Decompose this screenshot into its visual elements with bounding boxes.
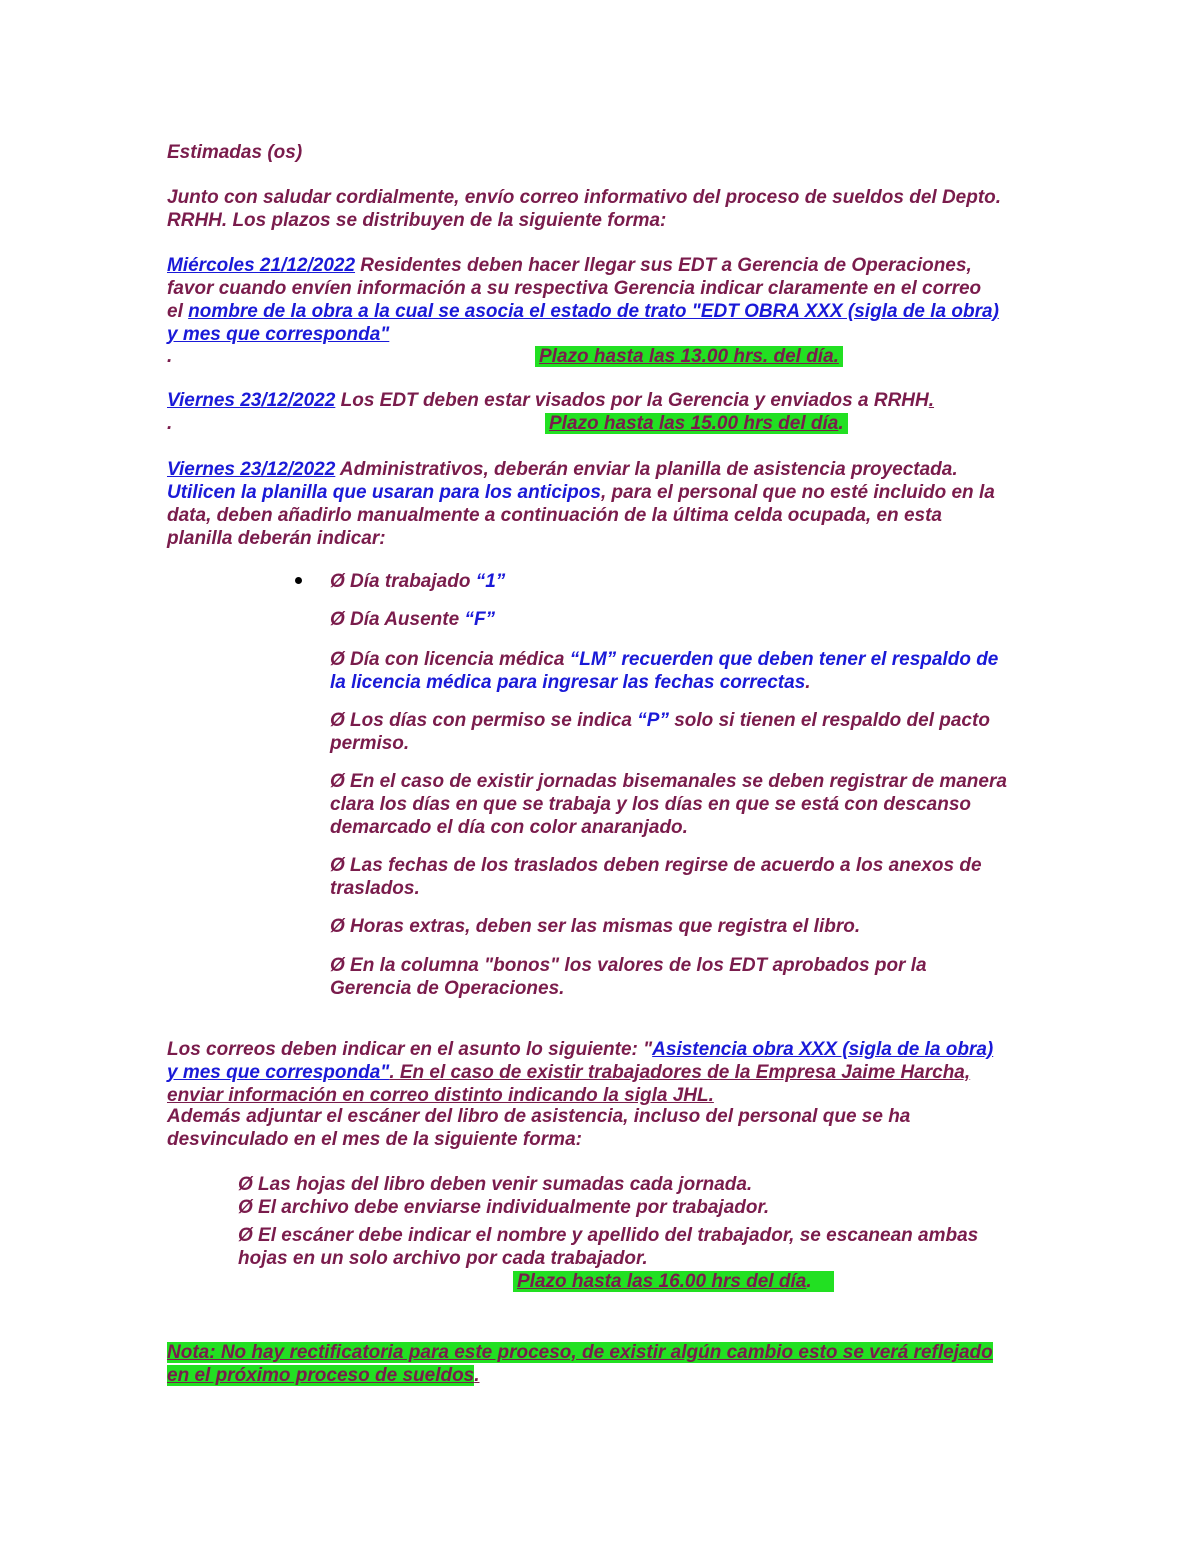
section3-line-3: data, deben añadirlo manualmente a continuación de la última celda ocupada, en esta [167,505,942,526]
section4-line-1 [167,1038,993,1061]
note-line-1 [167,1341,993,1364]
bullet-4-text-b: solo si tienen el respaldo del pacto [668,710,990,731]
bullet-item-6-cont: traslados. [330,878,420,899]
bullet-item-2 [330,608,495,631]
section1-deadline [535,345,843,368]
section2-deadline [545,412,848,435]
note-highlight-2: en el próximo proceso de sueldos [167,1365,475,1386]
bullet-item-7: Ø Horas extras, deben ser las mismas que registra el libro. [330,916,861,937]
section3-line-2 [167,481,995,504]
deadline-16-period: . [806,1271,812,1292]
note-highlight-1: Nota: No hay rectificatoria para este proceso, de existir algún cambio esto se verá reflejado [167,1342,993,1363]
section2-period: . [928,390,935,411]
section2-date-link[interactable]: Viernes 23/12/2022 [167,390,336,411]
deadline-highlight-15 [545,413,848,434]
bullet-item-1 [330,570,505,593]
section4-line-4: Además adjuntar el escáner del libro de asistencia, incluso del personal que se ha [167,1106,911,1127]
obra-name-link[interactable]: nombre de la obra a la cual se asocia el estado de trato "EDT OBRA XXX (sigla de la obra) [188,301,999,322]
bullet-item-5: Ø En el caso de existir jornadas bisemanales se deben registrar de manera [330,771,1007,792]
bullet-item-5-cont-2: demarcado el día con color anaranjado. [330,817,688,838]
scan-item-2: Ø El archivo debe enviarse individualmente por trabajador. [238,1197,770,1218]
month-link[interactable]: y mes que corresponda" [167,324,390,345]
section4-line-2 [167,1061,970,1084]
section2-dot: . [167,413,173,434]
scan-item-3-cont: hojas en un solo archivo por cada trabajador. [238,1248,648,1269]
bullet-item-4 [330,709,990,732]
scan-item-1: Ø Las hojas del libro deben venir sumadas cada jornada. [238,1174,753,1195]
bullet-3-period: . [805,672,811,693]
bullet-3-text: Ø Día con licencia médica [330,649,570,670]
bullet-item-8: Ø En la columna "bonos" los valores de los EDT aprobados por la [330,955,927,976]
section2-line-1 [167,389,934,412]
asistencia-month-link[interactable]: y mes que corresponda" [167,1062,390,1083]
deadline-highlight-13: Plazo hasta las 13.00 hrs. del día. [535,346,843,367]
deadline-highlight-16 [513,1271,834,1292]
bullet-1-text: Ø Día trabajado [330,571,476,592]
deadline-16-text: Plazo hasta las 16.00 hrs del día [517,1271,807,1292]
section1-text-3a: el [167,301,189,322]
bullet-item-6: Ø Las fechas de los traslados deben regirse de acuerdo a los anexos de [330,855,982,876]
asistencia-obra-link[interactable]: Asistencia obra XXX (sigla de la obra) [652,1039,994,1060]
section1-date-link[interactable]: Miércoles 21/12/2022 [167,255,356,276]
section1-line-2: favor cuando envíen información a su respectiva Gerencia indicar claramente en el correo [167,278,982,299]
planilla-anticipos-text: Utilicen la planilla que usaran para los anticipos [167,482,601,503]
section3-date-link[interactable]: Viernes 23/12/2022 [167,459,336,480]
bullet-item-5-cont-1: clara los días en que se trabaja y los días en que se está con descanso [330,794,971,815]
bullet-item-3-cont [330,671,811,694]
intro-line-1: Junto con saludar cordialmente, envío correo informativo del proceso de sueldos del Depto. [167,187,1002,208]
section1-dot: . [167,346,173,367]
bullet-2-text: Ø Día Ausente [330,609,465,630]
bullet-4-text: Ø Los días con permiso se indica [330,710,638,731]
section1-line-3 [167,300,999,323]
scan-item-3: Ø El escáner debe indicar el nombre y apellido del trabajador, se escanean ambas [238,1225,979,1246]
section2-text-1: Los EDT deben estar visados por la Gerencia y enviados a RRHH [335,390,929,411]
intro-line-2: RRHH. Los plazos se distribuyen de la siguiente forma: [167,210,667,231]
bullet-3-code: “LM” recuerden que deben tener el respaldo de [569,649,999,670]
note-line-2 [167,1364,480,1387]
deadline-15-period: . [838,413,844,434]
greeting: Estimadas (os) [167,142,303,163]
bullet-4-code: “P” [637,710,669,731]
bullet-item-3 [330,648,998,671]
section1-text-1: Residentes deben hacer llegar sus EDT a Gerencia de Operaciones, [355,255,972,276]
section4-line-5: desvinculado en el mes de la siguiente forma: [167,1129,582,1150]
section3-text-2b: , para el personal que no esté incluido en la [600,482,995,503]
deadline-15-text: Plazo hasta las 15.00 hrs del día [549,413,839,434]
note-period: . [474,1365,480,1386]
jaime-harcha-text: . En el caso de existir trabajadores de la Empresa Jaime Harcha, [389,1062,971,1083]
section4-line-3: enviar información en correo distinto indicando la sigla JHL. [167,1085,714,1106]
bullet-2-code: “F” [464,609,496,630]
section1-line-1 [167,254,972,277]
bullet-1-code: “1” [475,571,506,592]
bullet-item-4-cont: permiso. [330,733,410,754]
scan-deadline [513,1270,834,1293]
bullet-item-8-cont: Gerencia de Operaciones. [330,978,565,999]
section3-line-4: planilla deberán indicar: [167,528,386,549]
section3-line-1 [167,458,958,481]
section4-text-1a: Los correos deben indicar en el asunto lo siguiente: " [167,1039,653,1060]
bullet-dot [295,577,302,584]
bullet-3-cont-text: la licencia médica para ingresar las fechas correctas [330,672,806,693]
section3-text-1: Administrativos, deberán enviar la planilla de asistencia proyectada. [335,459,958,480]
